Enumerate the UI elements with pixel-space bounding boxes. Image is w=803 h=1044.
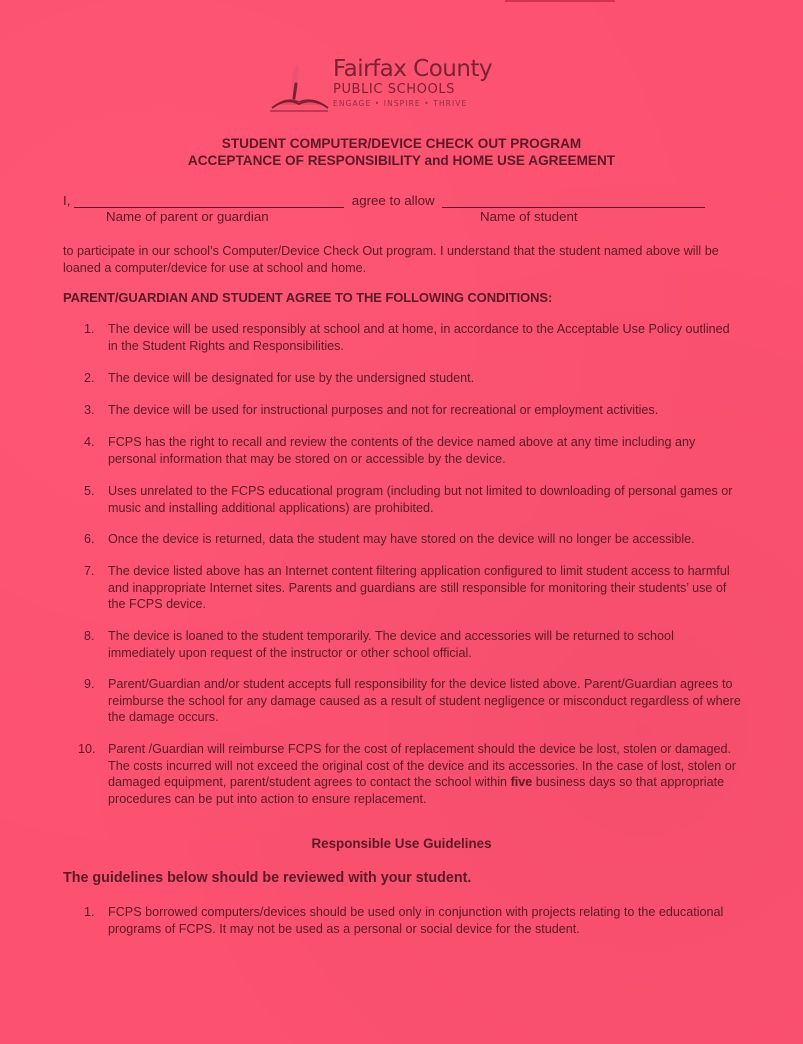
document-title	[0, 135, 803, 169]
condition-number: 8.	[84, 629, 95, 643]
condition-number: 6.	[84, 532, 95, 546]
parent-name-field[interactable]	[74, 195, 344, 208]
condition-number: 5.	[84, 484, 95, 498]
condition-number: 9.	[84, 677, 95, 691]
guideline-number: 1.	[84, 905, 95, 919]
condition-text: Parent/Guardian and/or student accepts full responsibility for the device listed above. Parent/Guardian agrees to reimburse the school for any damage caused as a result of student negligence or misconduct regardless of where the damage occurs.	[108, 677, 741, 725]
condition-text-part: Parent /Guardian will reimburse FCPS for the cost of replacement should the device be lost, stolen or damaged. The costs incurred will not exceed the original cost of the device and its accessories. In the case of lost, stolen or damaged equipment, parent/student agrees to contact the school within	[108, 742, 736, 790]
guidelines-intro: The guidelines below should be reviewed with your student.	[63, 870, 472, 886]
logo-name: Fairfax County	[333, 56, 493, 82]
conditions-heading: PARENT/GUARDIAN AND STUDENT AGREE TO THE FOLLOWING CONDITIONS:	[63, 290, 553, 305]
condition-number: 10.	[78, 742, 96, 756]
condition-item	[82, 531, 742, 548]
title-line-1: STUDENT COMPUTER/DEVICE CHECK OUT PROGRAM	[221, 136, 582, 151]
condition-number: 2.	[84, 371, 95, 385]
condition-item	[82, 563, 742, 613]
condition-emphasis: five	[510, 775, 533, 790]
guideline-item	[82, 904, 742, 937]
student-name-field[interactable]	[442, 195, 705, 208]
condition-item	[82, 628, 742, 661]
title-line-2: ACCEPTANCE OF RESPONSIBILITY and HOME USE AGREEMENT	[187, 153, 616, 168]
guidelines-heading: Responsible Use Guidelines	[311, 836, 492, 851]
condition-item	[82, 676, 742, 726]
parent-name-label: Name of parent or guardian	[106, 209, 269, 224]
condition-text: The device is loaned to the student temporarily. The device and accessories will be returned to school immediately upon request of the instructor or other school official.	[108, 629, 674, 660]
student-name-label: Name of student	[480, 209, 578, 224]
condition-number: 7.	[84, 564, 95, 578]
condition-item	[82, 321, 742, 354]
scan-mark	[505, 0, 615, 2]
condition-text: Once the device is returned, data the student may have stored on the device will no longer be accessible.	[108, 532, 695, 546]
condition-item	[82, 370, 742, 387]
guideline-text: FCPS borrowed computers/devices should be used only in conjunction with projects relating to the educational programs of FCPS. It may not be used as a personal or social device for the student.	[108, 905, 724, 936]
condition-text: The device listed above has an Internet content filtering application configured to limit student access to harmful and inappropriate Internet sites. Parents and guardians are still responsible for monitoring their students’ use of the FCPS device.	[108, 564, 730, 612]
condition-text: FCPS has the right to recall and review the contents of the device named above at any time including any personal information that may be stored on or accessible by the device.	[108, 435, 696, 466]
condition-number: 1.	[84, 322, 95, 336]
signature-middle-text: agree to allow	[351, 193, 435, 208]
condition-item	[82, 483, 742, 516]
condition-item	[82, 402, 742, 419]
logo-tagline: ENGAGE • INSPIRE • THRIVE	[333, 99, 468, 108]
signature-line	[63, 193, 705, 208]
condition-text	[108, 742, 736, 806]
condition-item	[78, 741, 742, 807]
signature-prefix: I,	[63, 193, 71, 208]
condition-text: The device will be designated for use by the undersigned student.	[108, 371, 475, 385]
condition-text-part: business days so that appropriate procedures can be put into action to ensure replacement.	[108, 775, 725, 806]
condition-text: The device will be used for instructional purposes and not for recreational or employment activities.	[108, 403, 659, 417]
condition-text: Uses unrelated to the FCPS educational program (including but not limited to downloading of personal games or music and installing additional applications) are prohibited.	[108, 484, 733, 515]
logo-subname: PUBLIC SCHOOLS	[333, 82, 456, 97]
condition-text: The device will be used responsibly at school and at home, in accordance to the Acceptable Use Policy outlined in the Student Rights and Responsibilities.	[108, 322, 730, 353]
condition-number: 4.	[84, 435, 95, 449]
fcps-logo	[268, 56, 498, 116]
open-book-torch-icon	[268, 58, 332, 114]
intro-paragraph: to participate in our school’s Computer/Device Check Out program. I understand that the student named above will be loaned a computer/device for use at school and home.	[63, 244, 719, 275]
condition-number: 3.	[84, 403, 95, 417]
condition-item	[82, 434, 742, 467]
